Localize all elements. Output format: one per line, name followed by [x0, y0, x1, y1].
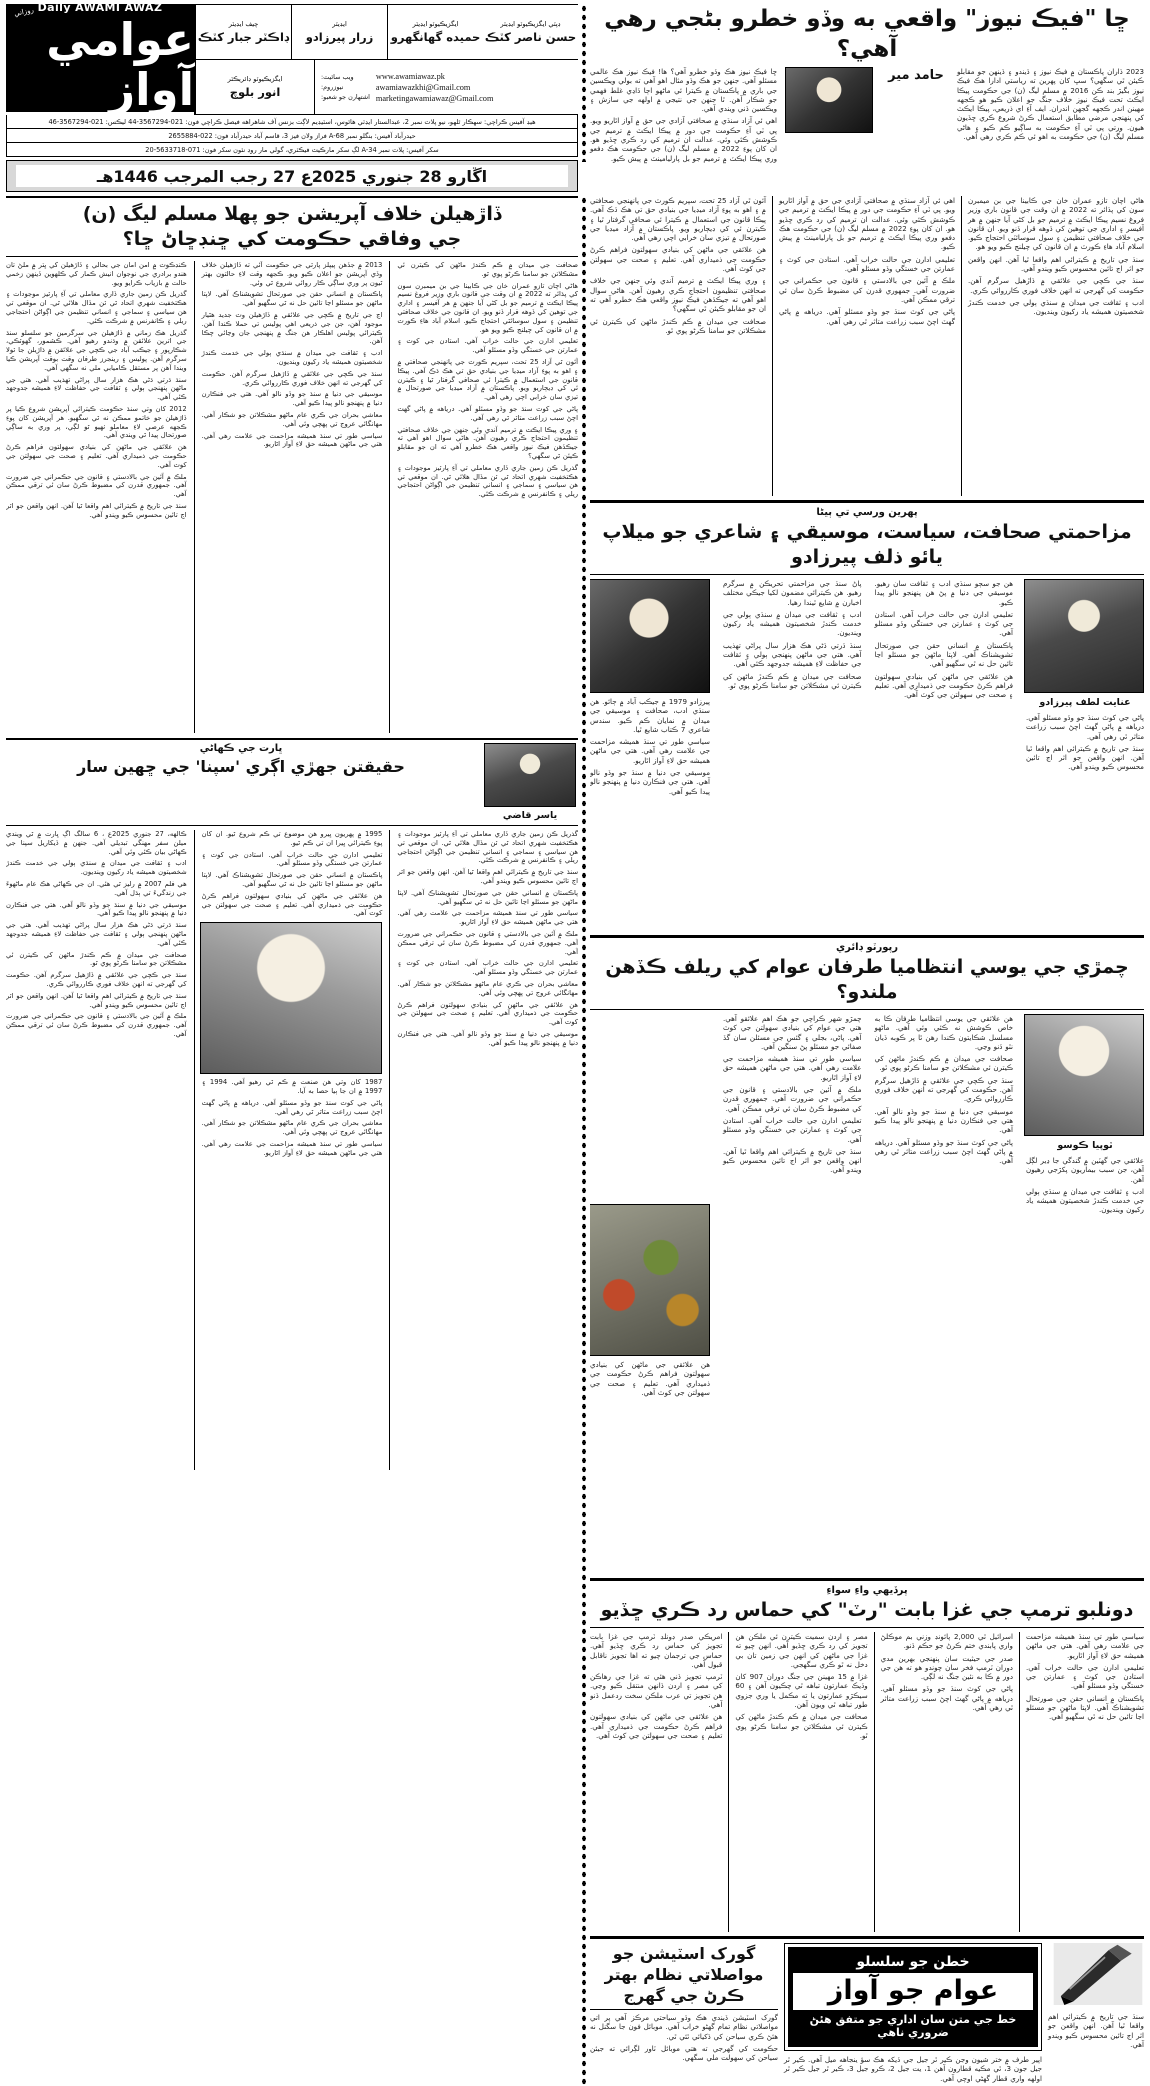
- lc-para-9: هاڻي اچان تازو عمران خان جي ڪابينا جي بن ميمبرن سون کي پڌائر ته 2022 ۾ ان وقت جي قانون باري وزير فروغ نسيم پيڪا ايڪٽ ۾ ترميم جو بل کڻي آيا جنهن ۾ هر آفيسر ۽ اداري جي توهين کي ڏوهه قرار ڏنو ويو. ان قانون جي خلاف صحافتي تنظيمن ۽ سول سوسائٽي احتجاج ڪيو. اسلام آباد هاءِ ڪورٽ ۾ ان قانون کي چيلنج ڪيو ويو هو.: [968, 196, 1144, 252]
- main-para-6: هن علائقي جي ماڻهن کي بنيادي سهولتون فراهم ڪرڻ حڪومت جي ذميداري آهي. تعليم ۽ صحت جي سهولتن جي کوٽ آهي.: [6, 443, 187, 469]
- letters-series-label: خطن جو سلسلو: [793, 1952, 1033, 1973]
- fl-para-9: تعليمي ادارن جي حالت خراب آهي. استادن جي کوٽ ۽ عمارتن جي خستگي وڏو مسئلو آهي.: [874, 609, 1013, 638]
- staff-name: انور بلوچ: [229, 84, 281, 99]
- rf-para-6: صحافت جي ميدان ۾ ڪم ڪندڙ ماڻهن کي ڪيترن ئي مشڪلاتن جو سامنا ڪرڻو پوي ٿو.: [6, 950, 187, 968]
- rp-para-5: تعليمي ادارن جي حالت خراب آهي. استادن جي کوٽ ۽ عمارتن جي خستگي وڏو مسئلو آهي.: [723, 1115, 862, 1144]
- main-para-18: هاڻي اچان تازو عمران خان جي ڪابينا جي بن ميمبرن سون کي پڌائر ته 2022 ۾ ان وقت جي قانون باري وزير فروغ نسيم پيڪا ايڪٽ ۾ ترميم جو بل کڻي آيا جنهن ۾ هر آفيسر ۽ اداري جي توهين کي ڏوهه قرار ڏنو ويو. ان قانون جي خلاف صحافتي تنظيمن ۽ سول سوسائٽي احتجاج ڪيو. اسلام آباد هاءِ ڪورٽ ۾ ان قانون کي چيلنج ڪيو ويو هو.: [397, 281, 578, 334]
- report-author: ٽوپيا ڪوسو: [1057, 1140, 1113, 1151]
- main-para-22: ۽ وري پيڪا ايڪٽ ۾ ترميم آندي وئي جنهن جي خلاف صحافتي تنظيمون احتجاج ڪري رهيون آهن. هاڻي سوال اهو آهي ته جيڪڏهن فيڪ نيوز واقعي هڪ خطرو آهي ته ان جو مقابلو ڪيئن ٿي سگهي؟: [397, 425, 578, 460]
- bl-col-4: [1026, 1632, 1144, 1932]
- rf-para-17: سياسي طور تي سنڌ هميشه مزاحمت جي علامت رهي آهي. هتي جي ماڻهن هميشه حق لاءِ آواز اٿاريو.: [201, 1139, 383, 1157]
- report-author-photo: [1024, 1014, 1144, 1136]
- lead-col-2: [957, 67, 1144, 166]
- letters-block: [590, 1943, 1144, 2086]
- letters-center-text: [784, 2055, 1042, 2083]
- fountain-pen-icon: [1052, 1943, 1144, 2005]
- main-para-16: سياسي طور تي سنڌ هميشه مزاحمت جي علامت رهي آهي. هتي جي ماڻهن هميشه حق لاءِ آواز اٿاريو.: [201, 431, 383, 449]
- rp-para-1: هن علائقي جي ماڻهن کي بنيادي سهولتون فراهم ڪرڻ حڪومت جي ذميداري آهي. تعليم ۽ صحت جي سهولتن جي کوٽ آهي.: [590, 1360, 710, 1397]
- lc-para-10: سنڌ جي تاريخ ۾ ڪيترائي اهم واقعا ٿيا آهن. انهن واقعن جو اثر اڄ تائين محسوس ڪيو ويندو آهي.: [968, 254, 1144, 274]
- rf-para-18: گذريل ڪن زمين جاري ڏاري معاملي تي آءِ پارٽيز موجودات ۽ هڪتخفيت شهري اتحاد ٿي ٽن مڏال هلائي ٿي. ان موقعي تي هن سياسي ۽ سماجي ۽ انساني تنظيمن جي اڳواڻن احتجاجي ريلي ۽ ڪانفرنس ۾ شرڪت ڪئي.: [397, 830, 578, 865]
- fl-para-4: پاڻ سنڌ جي مزاحمتي تحريڪن ۾ سرگرم رهيو. هن ڪيترائي مضمون لکيا جيڪي مختلف اخبارن ۾ شايع ٿيندا رهيا.: [723, 579, 862, 607]
- staff-role: ڊپٽي ايگزيڪيوٽو ايڊيٽر: [500, 19, 561, 28]
- column-separator-dots: [581, 4, 587, 162]
- main-para-20: آئون ٿي آزاد 25 تحت، سپريم ڪورٽ جي پانهنجي صحافتي ۾ ۽ اهو به پوءِ آزاد ميڊيا جي بنيادي حق تي هڪ ڌڪ آهي. پيڪا قانون جي استعمال ۾ ڪيترا ئي صحافي گرفتار ٿيا ۽ ڪيترن ئي کي ڊيڄاريو ويو. پاڪستان ۾ آزاد ميڊيا جي صورتحال ۾ تيزي سان خرابي اچي رهي آهي.: [397, 357, 578, 402]
- bl-para-12: پاڪستان ۾ انساني حقن جي صورتحال تشويشناڪ آهي. لاپتا ماڻهن جو مسئلو اڃا تائين حل نه ٿي سگهيو آهي.: [1025, 1693, 1144, 1722]
- rp-para-9: سنڌ جي ڪچي جي علائقي ۾ ڏاڙهيل سرگرم آهن. حڪومت کي گهرجي ته انهن خلاف فوري ڪارروائي ڪري.: [874, 1075, 1013, 1104]
- bl-para-9: پاڻي جي کوٽ سنڌ جو وڏو مسئلو آهي. درياهه ۾ پاڻي گهٽ اچڻ سبب زراعت متاثر ٿي رهي آهي.: [880, 1684, 1013, 1713]
- rp-para-11: پاڻي جي کوٽ سنڌ جو وڏو مسئلو آهي. درياهه ۾ پاڻي گهٽ اچڻ سبب زراعت متاثر ٿي رهي آهي.: [874, 1137, 1013, 1166]
- main-para-11: اڄ جي تاريخ ۾ ڪچي جي علائقي ۾ ڏاڙهيلن وٽ جديد هٿيار موجود آهن، جن جي ذريعي اهي پوليس تي حملا ڪندا آهن. ڪيترائي پوليس اهلڪار هن جنگ ۾ پنهنجي جان وڃائي چڪا آهن.: [201, 310, 383, 346]
- masthead: [6, 1, 578, 116]
- rf-para-25: هن علائقي جي ماڻهن کي بنيادي سهولتون فراهم ڪرڻ حڪومت جي ذميداري آهي. تعليم ۽ صحت جي سهولتن جي کوٽ آهي.: [397, 1000, 578, 1027]
- report-col-2: [723, 1014, 862, 1178]
- address-karachi: هيڊ آفيس ڪراچي: سهڪار ٿلهو، نيو پلاٽ نمبر 2، عبدالستار ايڊٽي هائوس، اسٽيڊيم لاڳت بزنس آف شاهراهه فيصل ڪراچي فون: 021-3567294-44 ليڪس: 021-3567294-46: [7, 115, 577, 129]
- letter1-body: [590, 2013, 778, 2062]
- rp-para-4: ملڪ ۾ آئين جي بالادستي ۽ قانون جي حڪمراني جي ضرورت آهي. جمهوري قدرن کي مضبوط ڪرڻ سان ئي ترقي ممڪن آهي.: [723, 1085, 862, 1113]
- main-para-9: 2013 ۾ جڏهن پيپلز پارٽي جي حڪومت آئي ته ڏاڙهيلن خلاف وڏي آپريشن جو اعلان ڪيو ويو. ڪجهه وقت لاءِ حالتون بهتر ٿيون پر وري ساڳي ڪار روائي شروع ٿي وئي.: [201, 261, 383, 287]
- lc-para-4: صحافت جي ميدان ۾ ڪم ڪندڙ ماڻهن کي ڪيترن ئي مشڪلاتن جو سامنا ڪرڻو پوي ٿو.: [590, 316, 766, 335]
- rf-para-2: ادب ۽ ثقافت جي ميدان ۾ سنڌي ٻولي جي خدمت ڪندڙ شخصيتون هميشه ياد رکيون وينديون.: [6, 859, 187, 877]
- logo-english-title: Daily AWAMI AWAZ: [37, 1, 163, 14]
- main-col-2: [202, 261, 383, 733]
- main-para-14: موسيقي جي دنيا ۾ سنڌ جو وڏو نالو آهي. هتي جي فنڪارن دنيا ۾ پنهنجو نالو پيدا ڪيو آهي.: [201, 390, 383, 408]
- fl-para-10: پاڪستان ۾ انساني حقن جي صورتحال تشويشناڪ آهي. لاپتا ماڻهن جو مسئلو اڃا تائين حل نه ٿي سگهيو آهي.: [874, 640, 1013, 669]
- main-para-1: ڪنڊڪوٽ ۾ امن امان جي بحالي ۽ ڏاڙهيلن کي ڀتر ۾ ملڻ تان هندو برادري جي نوجوان انيش ڪمار کي ڪلهوين ڏينهن زخمي حالت ۾ بازياب ڪرايو ويو.: [6, 261, 187, 287]
- left-section: [590, 196, 1144, 2086]
- rp-para-12: علائقي جي گهٽين ۾ گندگي جا ڍير لڳل آهن، جن سبب بيماريون پکڙجي رهيون آهن.: [1026, 1156, 1144, 1184]
- rf-para-9: ملڪ ۾ آئين جي بالادستي ۽ قانون جي حڪمراني جي ضرورت آهي. جمهوري قدرن کي مضبوط ڪرڻ سان ئي ترقي ممڪن آهي.: [6, 1012, 187, 1038]
- right-feature-photo: [200, 922, 383, 1074]
- letters-right-col: [590, 1943, 778, 2065]
- rf-para-14: 1987 کان وٺي هن صنعت ۾ ڪم ٿي رهيو آهي. 1994 ۽ 1997 ۾ ان جا ٻيا حصا به آيا.: [201, 1078, 383, 1095]
- feature-left-headline: مزاحمتي صحافت، سياست، موسيقي ۽ شاعري جو ميلاپ يائو ذلف پيرزادو: [602, 521, 1132, 568]
- staff-executive-director: [195, 60, 314, 114]
- bl-col-2: [735, 1632, 867, 1932]
- rf-para-16: معاشي بحران جي ڪري عام ماڻهو مشڪلاتن جو شڪار آهي. مهانگائي عروج تي پهچي وئي آهي.: [201, 1119, 383, 1137]
- right-section: [6, 196, 578, 2086]
- main-headline-line2: جي وفاقي حڪومت کي ڇنڊڇاڻ ڇا؟: [122, 228, 462, 250]
- lc-para-12: ادب ۽ ثقافت جي ميدان ۾ سنڌي ٻولي جي خدمت ڪندڙ شخصيتون هميشه ياد رکيون وينديون.: [968, 297, 1144, 317]
- letters-left-text: [1048, 2012, 1144, 2049]
- bottom-left-headline: دونلبو ترمپ جي غزا بابت "رٽ" کي حماس رد ڪري ڇڏيو: [600, 1599, 1134, 1621]
- right-feature-headline: حقيقتن جهڙي اڳري 'سپنا' جي ڇهين سار: [77, 757, 405, 776]
- rf-para-11: تعليمي ادارن جي حالت خراب آهي. استادن جي کوٽ ۽ عمارتن جي خستگي وڏو مسئلو آهي.: [201, 850, 383, 868]
- rp-para-7: هن علائقي جي يوسي انتظاميا طرفان ڪا به خاص ڪوشش نه ڪئي وئي آهي. ماڻهو مسلسل شڪايتون ڪندا رهن ٿا پر ڪوبه ڌيان نٿو ڏنو وڃي.: [874, 1014, 1013, 1051]
- lt-para-2: حڪومت کي گهرجي ته هتي موبائل ٽاور لڳرائي ته جيئن سياحن کي سهولت ملي سگهي.: [590, 2043, 778, 2063]
- lead-para-5: اهي ئي آزاد سنڌي ۾ صحافتي آزادي جي حق ۾ آواز اٿاريو ويو. پي ٽي آءِ حڪومت جي دور ۾ پيڪا ايڪٽ ۾ ترميم جي ڪوشش ڪئي وئي. عدالت ان ترميم کي رد ڪري ڇڏيو هو. ان کان پوءِ 2022 ۾ مسلم ليگ (ن) جي حڪومت هڪ دفعو وري پيڪا ايڪٽ ۾ ترميم جو بل پارليامينٽ ۾ پيش ڪيو.: [590, 116, 778, 163]
- date-band: [6, 160, 578, 192]
- fl-para-7: صحافت جي ميدان ۾ ڪم ڪندڙ ماڻهن کي ڪيترن ئي مشڪلاتن جو سامنا ڪرڻو پوي ٿو.: [723, 671, 862, 690]
- fl-para-3: موسيقي جي دنيا ۾ سنڌ جو وڏو نالو آهي. هتي جي فنڪارن دنيا ۾ پنهنجو نالو پيدا ڪيو آهي.: [590, 768, 710, 796]
- main-para-4: سنڌ ڌرتي ڌڻي هڪ هزار سال پراڻي تهذيب آهي. هتي جي ماڻهن پنهنجي ٻولي ۽ ثقافت جي حفاظت لاءِ هميشه جدوجهد ڪئي آهي.: [6, 375, 187, 402]
- rf-para-26: موسيقي جي دنيا ۾ سنڌ جو وڏو نالو آهي. هتي جي فنڪارن دنيا ۾ پنهنجو نالو پيدا ڪيو آهي.: [397, 1029, 578, 1047]
- rf-para-19: سنڌ جي تاريخ ۾ ڪيترائي اهم واقعا ٿيا آهن. انهن واقعن جو اثر اڄ تائين محسوس ڪيو ويندو آهي.: [397, 868, 578, 885]
- voice-disclaimer: خط جي متن سان اداري جو متفق هئڻ ضروري ناهي: [793, 2010, 1033, 2042]
- staff-role: چيف ايڊيٽر: [228, 19, 259, 28]
- office-addresses: [6, 115, 578, 157]
- fl-para-8: هن جو سڄو سنڌي ادب ۽ ثقافت سان رهيو. موسيقي جي دنيا ۾ پڻ هن پنهنجو نالو پيدا ڪيو.: [874, 579, 1013, 607]
- main-para-13: سنڌ جي ڪچي جي علائقي ۾ ڏاڙهيل سرگرم آهن. حڪومت کي گهرجي ته انهن خلاف فوري ڪارروائي ڪري.: [201, 369, 383, 387]
- bottom-left-columns: [590, 1632, 1144, 1932]
- right-feature-columns: [6, 830, 578, 1470]
- main-para-21: پاڻي جي کوٽ سنڌ جو وڏو مسئلو آهي. درياهه ۾ پاڻي گهٽ اچڻ سبب زراعت متاثر ٿي رهي آهي.: [397, 404, 578, 422]
- fl-para-2: سياسي طور تي سنڌ هميشه مزاحمت جي علامت رهي آهي. هتي جي ماڻهن هميشه حق لاءِ آواز اٿاريو.: [590, 737, 710, 765]
- newspaper-logo: [6, 1, 194, 116]
- letters-pen-col: [1048, 1943, 1144, 2052]
- lead-cont-col-2: [779, 196, 955, 496]
- rf-para-4: موسيقي جي دنيا ۾ سنڌ جو وڏو نالو آهي. هتي جي فنڪارن دنيا ۾ پنهنجو نالو پيدا ڪيو آهي.: [6, 900, 187, 918]
- right-feature-col-3: [397, 830, 578, 1470]
- report-author-col: [1026, 1014, 1144, 1218]
- staff-chief-editor: [195, 5, 291, 59]
- feature-left-col-3: [875, 579, 1014, 703]
- lead-para-1: ڇا فيڪ نيوز هڪ وڏو خطرو آهي؟ ها! فيڪ نيوز هڪ عالمي مسئلو آهي. جنهن جو هڪ وڏو مثال اهو آهي ته بولي ويڪسين جي باري ۾ پاڪستان ۾ ڪيترا ئي ماڻهو اڄا ڏاڍي غلط فهمي جو شڪار آهن. ٿا جنهن جي نتيجي ۾ اولهه جي سازش ۽ ويڪسين ڏني ويندي آهي.: [590, 67, 777, 114]
- logo-sindhi-title: عوامي آواز: [46, 13, 194, 116]
- main-col-3: [397, 261, 578, 733]
- lead-cont-col-3: [968, 196, 1144, 496]
- main-para-7: ملڪ ۾ آئين جي بالادستي ۽ قانون جي حڪمراني جي ضرورت آهي. جمهوري قدرن کي مضبوط ڪرڻ سان ئي ترقي ممڪن آهي.: [6, 472, 187, 499]
- contact-value-ads[interactable]: marketingawamiawaz@Gmail.com: [375, 93, 494, 103]
- lc-para-11: سنڌ جي ڪچي جي علائقي ۾ ڏاڙهيل سرگرم آهن. حڪومت کي گهرجي ته انهن خلاف فوري ڪارروائي ڪري.: [968, 276, 1144, 295]
- fl-para-13: سنڌ جي تاريخ ۾ ڪيترائي اهم واقعا ٿيا آهن. انهن واقعن جو اثر اڄ تائين محسوس ڪيو ويندو آهي.: [1026, 743, 1144, 772]
- lc-para-5: اهي ئي آزاد سنڌي ۾ صحافتي آزادي جي حق ۾ آواز اٿاريو ويو. پي ٽي آءِ حڪومت جي دور ۾ پيڪا ايڪٽ ۾ ترميم جي ڪوشش ڪئي وئي. عدالت ان ترميم کي رد ڪري ڇڏيو هو. ان کان پوءِ 2022 ۾ مسلم ليگ (ن) جي حڪومت هڪ دفعو وري پيڪا ايڪٽ ۾ ترميم جو بل پارليامينٽ ۾ پيش ڪيو.: [779, 196, 955, 252]
- bl-para-11: تعليمي ادارن جي حالت خراب آهي. استادن جي کوٽ ۽ عمارتن جي خستگي وڏو مسئلو آهي.: [1025, 1662, 1144, 1691]
- fl-para-12: پاڻي جي کوٽ سنڌ جو وڏو مسئلو آهي. درياهه ۾ پاڻي گهٽ اچڻ سبب زراعت متاثر ٿي رهي آهي.: [1026, 713, 1144, 741]
- right-feature-author-photo: [484, 743, 576, 807]
- rp-para-3: سياسي طور تي سنڌ هميشه مزاحمت جي علامت رهي آهي. هتي جي ماڻهن هميشه حق لاءِ آواز اٿاريو.: [723, 1054, 862, 1082]
- lead-headline: ڇا "فيڪ نيوز" واقعي به وڏو خطرو بڻجي رهي آهي؟: [604, 6, 1130, 62]
- bottom-left-block: [590, 1585, 1144, 1932]
- feature-left-author: عنايت لطف پيرزادو: [1039, 697, 1131, 708]
- bl-para-10: سياسي طور تي سنڌ هميشه مزاحمت جي علامت رهي آهي. هتي جي ماڻهن هميشه حق لاءِ آواز اٿاريو.: [1025, 1632, 1144, 1660]
- feature-left-block: [590, 507, 1144, 931]
- rf-para-1: ڪالهه، 27 جنوري 2025ع ، 6 سالگ اڳ ڀارت ۾ ٿي ويندي ميلن سفر مهنگي تبديلي آهي. جنهن ۾ ڏيکاريل سپنا جي ڪهاڻي بيان ڪئي وئي آهي.: [6, 830, 187, 856]
- lc-para-1: آئون ٿي آزاد 25 تحت، سپريم ڪورٽ جي پانهنجي صحافتي ۾ ۽ اهو به پوءِ آزاد ميڊيا جي بنيادي حق تي هڪ ڌڪ آهي. پيڪا قانون جي استعمال ۾ ڪيترا ئي صحافي گرفتار ٿيا ۽ ڪيترن ئي کي ڊيڄاريو ويو. پاڪستان ۾ آزاد ميڊيا جي صورتحال ۾ تيزي سان خرابي اچي رهي آهي.: [590, 196, 766, 243]
- feature-left-photo: [590, 579, 710, 693]
- contact-label-ads: اشتهارن جو شعبو:: [321, 93, 370, 101]
- rp-para-10: موسيقي جي دنيا ۾ سنڌ جو وڏو نالو آهي. هتي جي فنڪارن دنيا ۾ پنهنجو نالو پيدا ڪيو آهي.: [874, 1106, 1013, 1135]
- report-col-3: [875, 1014, 1014, 1168]
- contact-label-newsroom: نيوزروم:: [321, 83, 344, 91]
- lead-cont-col-1: [590, 196, 766, 496]
- fl-para-11: هن علائقي جي ماڻهن کي بنيادي سهولتون فراهم ڪرڻ حڪومت جي ذميداري آهي. تعليم ۽ صحت جي سهولتن جي کوٽ آهي.: [874, 671, 1013, 700]
- letter1-headline: گورک اسٽيشن جو مواصلاتي نظام بهتر ڪرڻ جي گهرج: [604, 1944, 764, 2005]
- bottom-left-kicker: پرڏيهي واءِ سواءِ: [826, 1585, 908, 1596]
- fl-para-5: ادب ۽ ثقافت جي ميدان ۾ سنڌي ٻولي جي خدمت ڪندڙ شخصيتون هميشه ياد رکيون وينديون.: [723, 609, 862, 638]
- fl-para-1: پيرزادو 1979 ۾ جيڪب آباد ۾ ڄائو. هن سنڌي ادب، صحافت ۽ موسيقي جي ميدان ۾ نمايان ڪم ڪيو. سندس شاعري 7 ڪتاب شايع ٿيا.: [590, 697, 710, 734]
- report-vegetable-photo: [590, 1204, 710, 1356]
- main-column-separator: [581, 196, 587, 2086]
- lead-author-name: حامد مير: [888, 68, 944, 83]
- masthead-contacts: [314, 60, 578, 114]
- rf-para-21: سياسي طور تي سنڌ هميشه مزاحمت جي علامت رهي آهي. هتي جي ماڻهن هميشه حق لاءِ آواز اٿاريو.: [397, 909, 578, 927]
- bl-para-6: صحافت جي ميدان ۾ ڪم ڪندڙ ماڻهن کي ڪيترن ئي مشڪلاتن جو سامنا ڪرڻو پوي ٿو.: [735, 1712, 868, 1740]
- main-col-1: [6, 261, 187, 733]
- bl-col-1: [590, 1632, 722, 1932]
- main-para-15: معاشي بحران جي ڪري عام ماڻهو مشڪلاتن جو شڪار آهي. مهانگائي عروج تي پهچي وئي آهي.: [201, 410, 383, 428]
- rp-para-13: ادب ۽ ثقافت جي ميدان ۾ سنڌي ٻولي جي خدمت ڪندڙ شخصيتون هميشه ياد رکيون وينديون.: [1026, 1186, 1144, 1215]
- rf-para-24: معاشي بحران جي ڪري عام ماڻهو مشڪلاتن جو شڪار آهي. مهانگائي عروج تي پهچي وئي آهي.: [397, 979, 578, 997]
- lead-continuation: [590, 196, 1144, 496]
- feature-left-columns: [590, 579, 1144, 931]
- logo-corner-text: روزاني: [13, 6, 35, 18]
- masthead-staff-block: [194, 4, 578, 115]
- voice-banner: [784, 1943, 1042, 2051]
- report-block: [590, 942, 1144, 1574]
- lead-story-header: [590, 4, 1144, 166]
- report-columns: [590, 1014, 1144, 1574]
- rf-para-10: 1995 ۾ پهريون ڀيرو هن موضوع تي ڪم شروع ٿيو. ان کان پوءِ ڪيترائي ڀيرا ان تي ڪم ٿيو.: [201, 830, 383, 847]
- main-para-10: پاڪستان ۾ انساني حقن جي صورتحال تشويشناڪ آهي. لاپتا ماڻهن جو مسئلو اڃا تائين حل نه ٿي سگهيو آهي.: [201, 290, 383, 308]
- main-grid: [6, 196, 1144, 2086]
- lt-para-1: گورک اسٽيشن ڏيندي هڪ وڏو سياحتي مرڪز آهي پر اتي مواصلاتي نظام تمام گهڻو خراب آهي. موبائل فون جا سگنل نه هئڻ ڪري سياحن کي ڏکيائي ٿئي ٿي.: [590, 2013, 778, 2041]
- bl-para-8: صدر جي حيثيت سان پنهنجي بهرين مدي دوران ٽرمپ فخر سان چوندو هو ته هن جي دور ۾ ڪا به نئين جنگ نه لڳي.: [880, 1653, 1013, 1682]
- address-hyderabad: حيدرآباد آفيس: بنگلو نمبر A-68 فراز ولان فيز 3، قاسم آباد حيدرآباد فون: 022-2655884: [7, 129, 577, 143]
- lt-para-3: اپير طرف ۾ ختر شيون وجن ڪير ٿر جيل جي ڏيکه هڪ سؤ ينجاهه ميل آهي. ڪير ٿر جيل جون 3، ٿي مڪيه قطارون آهن 1، يت جيل 2، ڪرو جيل 3، ڪير ٿر جيل ڪير ٿر اولهه واري قطار گهڻي اوچي آهي.: [784, 2055, 1042, 2083]
- feature-left-col-2: [723, 579, 862, 693]
- address-sukkur: سکر آفيس: پلاٽ نمبر A-34 لڳ سکر مارڪيٽ فيڪٽري، گولي مار روڊ نئون سکر فون: 071-5633718-20: [145, 145, 439, 154]
- rp-para-8: صحافت جي ميدان ۾ ڪم ڪندڙ ماڻهن کي ڪيترن ئي مشڪلاتن جو سامنا ڪرڻو پوي ٿو.: [874, 1054, 1013, 1073]
- main-headline-line1: ڏاڙهيلن خلاف آپريشن جو پهلا مسلم ليگ (ن): [82, 203, 502, 225]
- right-feature-kicker: ڀارت جي ڪهاڻي: [199, 743, 283, 754]
- contact-label-website: ويب سائيٽ:: [321, 73, 354, 81]
- lt-para-4: سنڌ جي تاريخ ۾ ڪيترائي اهم واقعا ٿيا آهن. انهن واقعن جو اثر اڄ تائين محسوس ڪيو ويندو آهي.: [1048, 2012, 1144, 2049]
- feature-left-author-photo: [1024, 579, 1144, 693]
- main-para-5: 2012 کان وٺي سنڌ حڪومت ڪيترائي آپريشن شروع ڪيا پر ڏاڙهيلن جو خاتمو ممڪن نه ٿي سگهيو. هر آپريشن کان پوءِ ڪجهه عرصي لاءِ معاملو ٺهيو ٿو لڳي، پر وري به ساڳي صورتحال پيدا ٿي ويندي آهي.: [6, 404, 187, 440]
- staff-name: زرار پيرزادو: [305, 29, 374, 44]
- lead-author-photo: [785, 67, 873, 133]
- staff-executive-editor: [387, 5, 483, 59]
- fl-para-6: سنڌ ڌرتي ڌڻي هڪ هزار سال پراڻي تهذيب آهي. هتي جي ماڻهن پنهنجي ٻولي ۽ ثقافت جي حفاظت لاءِ هميشه جدوجهد ڪئي آهي.: [723, 640, 862, 669]
- main-para-3: گذريل هڪ زماني ۾ ڏاڙهيلن جي سرگرمين جو سلسلو سنڌ جي اترين علائقن ۾ وڌندو رهيو آهي. ڪشمور، گھوٽڪي، شڪارپور ۽ جيڪب آباد جي ڪچي جي علائقن ۾ ڌاڙيلن جا ٽولا سرگرم آهن. پوليس ۽ رينجرز طرفان وقت بوقت آپريشن ڪيا ويندا آهن پر مستقل ڪاميابي ملي نه سگهي آهي.: [6, 328, 187, 372]
- lc-para-7: ملڪ ۾ آئين جي بالادستي ۽ قانون جي حڪمراني جي ضرورت آهي. جمهوري قدرن کي مضبوط ڪرڻ سان ئي ترقي ممڪن آهي.: [779, 276, 955, 304]
- bl-para-1: امريڪي صدر ڊونلڊ ٽرمپ جي غزا بابت تجويز کي حماس رد ڪري ڇڏيو آهي. حماس جي ترجمان چيو ته اها تجويز ناقابل قبول آهي.: [590, 1632, 723, 1669]
- rf-para-20: پاڪستان ۾ انساني حقن جي صورتحال تشويشناڪ آهي. لاپتا ماڻهن جو مسئلو اڃا تائين حل نه ٿي سگهيو آهي.: [397, 888, 578, 906]
- right-feature-author: ياسر قاضي: [502, 810, 558, 821]
- main-para-8: سنڌ جي تاريخ ۾ ڪيترائي اهم واقعا ٿيا آهن. انهن واقعن جو اثر اڄ تائين محسوس ڪيو ويندو آهي.: [6, 501, 187, 519]
- bl-para-5: غزا ۾ 15 مهينن جي جنگ دوران 907 کان وڌيڪ عمارتون تباهه ٿي چڪيون آهن ۽ 60 سيڪڙو عمارتون يا ته مڪمل يا وري جزوي طور تباهه ٿي ويون آهن.: [735, 1672, 868, 1710]
- feature-left-photo-col: [590, 579, 710, 799]
- main-para-12: ادب ۽ ثقافت جي ميدان ۾ سنڌي ٻولي جي خدمت ڪندڙ شخصيتون هميشه ياد رکيون وينديون.: [201, 349, 383, 366]
- staff-name: حسن ناصر کٽڪ: [484, 29, 577, 44]
- lead-para-2: 2023 ڌاران پاڪستان ۾ فيڪ نيوز ۽ ڏيندو ۽ ڏينهن جو مقابلو ڪيئن ٿي سگهي؟ سڀ کان پهرين ته رياستي ادارا هڪ فيڪ نيوز بگيڙ بند ڪن 2016 ۾ مسلم ليگ (ن) جي حڪومت پيڪا ايڪٽ تحت فيڪ نيوز خلاف جنگ جو اعلان ڪيو هو ڪجهه مهينن اندر ڪجهه گجهن اندران. ايف آءِ اي ذريعي، پيڪا ايڪٽ کي پنهنجي مرضي مطابق استعمال ڪرڻ شروع ڪري ڇڏيون هيون. ورتي پي ٽي آءِ حڪومت به ساڳيو ڪم ڪيو ۽ هاڻي مسلم ليگ (ن) جي حڪومت به اهو ئي ڪم ڪري رهي آهي.: [957, 67, 1144, 142]
- contact-value-website[interactable]: www.awamiawaz.pk: [375, 71, 445, 81]
- lead-col-1: [590, 67, 777, 166]
- staff-role: ايڊيٽر: [332, 19, 347, 28]
- rp-para-2: چمڙو شهر ڪراچي جو هڪ اهم علائقو آهي. هتي جي عوام کي بنيادي سهولتن جي کوٽ آهي. پاڻي، بجلي ۽ گئس جي مسئلن سان گڏ صفائي جو مسئلو پڻ سنگين آهي.: [723, 1014, 862, 1051]
- rf-para-3: هي فلم 2007 ۾ رليز ٿي هئي. ان جي ڪهاڻي هڪ عام ماڻهوءَ جي زندگيءَ تي ٻڌل آهي.: [6, 879, 187, 897]
- feature-left-kicker: پهرين ورسي تي ٻيڻا: [816, 507, 918, 518]
- staff-editor: [291, 5, 387, 59]
- masthead-region: [6, 1, 578, 192]
- rp-para-6: سنڌ جي تاريخ ۾ ڪيترائي اهم واقعا ٿيا آهن. انهن واقعن جو اثر اڄ تائين محسوس ڪيو ويندو آهي.: [723, 1146, 862, 1175]
- rf-para-23: تعليمي ادارن جي حالت خراب آهي. استادن جي کوٽ ۽ عمارتن جي خستگي وڏو مسئلو آهي.: [397, 959, 578, 977]
- bl-col-3: [881, 1632, 1013, 1932]
- right-feature-header: [6, 743, 578, 822]
- main-para-19: تعليمي ادارن جي حالت خراب آهي. استادن جي کوٽ ۽ عمارتن جي خستگي وڏو مسئلو آهي.: [397, 337, 578, 355]
- main-para-2: گذريل ڪن زمين جاري ڏاري معاملي تي آءِ پارٽيز موجودات ۽ هڪتخفيت شهري اتحاد ٿي ٽن مڏال هلائي ٿي. ان موقعي تي هن سياسي ۽ سماجي ۽ انساني تنظيمن جي اڳواڻن احتجاجي ريلي ۽ ڪانفرنس ۾ شرڪت ڪئي.: [6, 290, 187, 325]
- lc-para-2: هن علائقي جي ماڻهن کي بنيادي سهولتون فراهم ڪرڻ حڪومت جي ذميداري آهي. تعليم ۽ صحت جي سهولتن جي کوٽ آهي.: [590, 245, 766, 274]
- main-para-23: گذريل ڪن زمين جاري ڏاري معاملي تي آءِ پارٽيز موجودات ۽ هڪتخفيت شهري اتحاد ٿي ٽن مڏال هلائي ٿي. ان موقعي تي هن سياسي ۽ سماجي ۽ انساني تنظيمن جي اڳواڻن احتجاجي ريلي ۽ ڪانفرنس ۾ شرڪت ڪئي.: [397, 463, 578, 499]
- staff-role: ايگزيڪيوٽو ايڊيٽر: [412, 19, 459, 28]
- lc-para-6: تعليمي ادارن جي حالت خراب آهي. استادن جي کوٽ ۽ عمارتن جي خستگي وڏو مسئلو آهي.: [779, 254, 955, 274]
- contact-value-newsroom[interactable]: awamiawazkhi@Gmail.com: [375, 82, 471, 92]
- lc-para-3: ۽ وري پيڪا ايڪٽ ۾ ترميم آندي وئي جنهن جي خلاف صحافتي تنظيمون احتجاج ڪري رهيون آهن. هاڻي سوال اهو آهي ته جيڪڏهن فيڪ نيوز واقعي هڪ خطرو آهي ته ان جو مقابلو ڪيئن ٿي سگهي؟: [590, 276, 766, 314]
- rf-para-8: سنڌ جي تاريخ ۾ ڪيترائي اهم واقعا ٿيا آهن. انهن واقعن جو اثر اڄ تائين محسوس ڪيو ويندو آهي.: [6, 991, 187, 1009]
- voice-of-people-banner-wrap: [784, 1943, 1042, 2086]
- staff-name: حميده گھانگھرو: [390, 29, 481, 44]
- main-para-17: صحافت جي ميدان ۾ ڪم ڪندڙ ماڻهن کي ڪيترن ئي مشڪلاتن جو سامنا ڪرڻو پوي ٿو.: [397, 261, 578, 278]
- report-headline: چمڙي جي يوسي انتظاميا طرفان عوام کي ريلف ڪڏهن ملندو؟: [605, 956, 1129, 1003]
- rf-para-5: سنڌ ڌرتي ڌڻي هڪ هزار سال پراڻي تهذيب آهي. هتي جي ماڻهن پنهنجي ٻولي ۽ ثقافت جي حفاظت لاءِ هميشه جدوجهد ڪئي آهي.: [6, 921, 187, 947]
- rf-para-22: ملڪ ۾ آئين جي بالادستي ۽ قانون جي حڪمراني جي ضرورت آهي. جمهوري قدرن کي مضبوط ڪرڻ سان ئي ترقي ممڪن آهي.: [397, 929, 578, 956]
- bl-para-4: مصر ۽ اردن سميت ڪيترن ئي ملڪن هن تجويز کي رد ڪري ڇڏيو آهي. انهن چيو ته غزا جي ماڻهن کي انهن جي زمين تان بي دخل نه ٿو ڪري سگهجي.: [735, 1632, 868, 1669]
- feature-left-author-col: [1026, 579, 1144, 775]
- staff-role: ايگزيڪيوٽو ڊائريڪٽر: [227, 74, 283, 83]
- right-feature-col-2: [202, 830, 383, 1470]
- main-story-columns: [6, 261, 578, 733]
- bl-para-3: هن علائقي جي ماڻهن کي بنيادي سهولتون فراهم ڪرڻ حڪومت جي ذميداري آهي. تعليم ۽ صحت جي سهولتن جي کوٽ آهي.: [590, 1712, 723, 1740]
- report-kicker: رپورٽو ڊائري: [835, 942, 899, 953]
- lc-para-8: پاڻي جي کوٽ سنڌ جو وڏو مسئلو آهي. درياهه ۾ پاڻي گهٽ اچڻ سبب زراعت متاثر ٿي رهي آهي.: [779, 307, 955, 326]
- rf-para-7: سنڌ جي ڪچي جي علائقي ۾ ڏاڙهيل سرگرم آهن. حڪومت کي گهرجي ته انهن خلاف فوري ڪارروائي ڪري.: [6, 971, 187, 988]
- bl-para-7: اسرائيل ٿي 2,000 پائونڊ وزني بم موڪلڻ واري پابندي ختم ڪرڻ جو حڪم ڏنو.: [880, 1632, 1013, 1651]
- date-text: اڱارو 28 جنوري 2025ع 27 رجب المرجب 1446هـ: [16, 165, 569, 187]
- rf-para-13: هن علائقي جي ماڻهن کي بنيادي سهولتون فراهم ڪرڻ حڪومت جي ذميداري آهي. تعليم ۽ صحت جي سهولتن جي کوٽ آهي.: [201, 891, 383, 918]
- staff-name: ڊاڪٽر جبار کٽڪ: [197, 29, 290, 44]
- staff-deputy-executive-editor: [483, 5, 578, 59]
- report-col-photo: [590, 1014, 710, 1400]
- rf-para-15: پاڻي جي کوٽ سنڌ جو وڏو مسئلو آهي. درياهه ۾ پاڻي گهٽ اچڻ سبب زراعت متاثر ٿي رهي آهي.: [201, 1098, 383, 1116]
- rf-para-12: پاڪستان ۾ انساني حقن جي صورتحال تشويشناڪ آهي. لاپتا ماڻهن جو مسئلو اڃا تائين حل نه ٿي سگهيو آهي.: [201, 871, 383, 888]
- bl-para-2: ٽرمپ تجويز ڏني هئي ته غزا جي رهاڪن کي مصر ۽ اردن ڏانهن منتقل ڪيو وڃي. هن تجويز تي عرب ملڪن سخت ردعمل ڏنو آهي.: [590, 1672, 723, 1710]
- right-feature-col-1: [6, 830, 187, 1470]
- voice-title: عوام جو آواز: [793, 1973, 1033, 2010]
